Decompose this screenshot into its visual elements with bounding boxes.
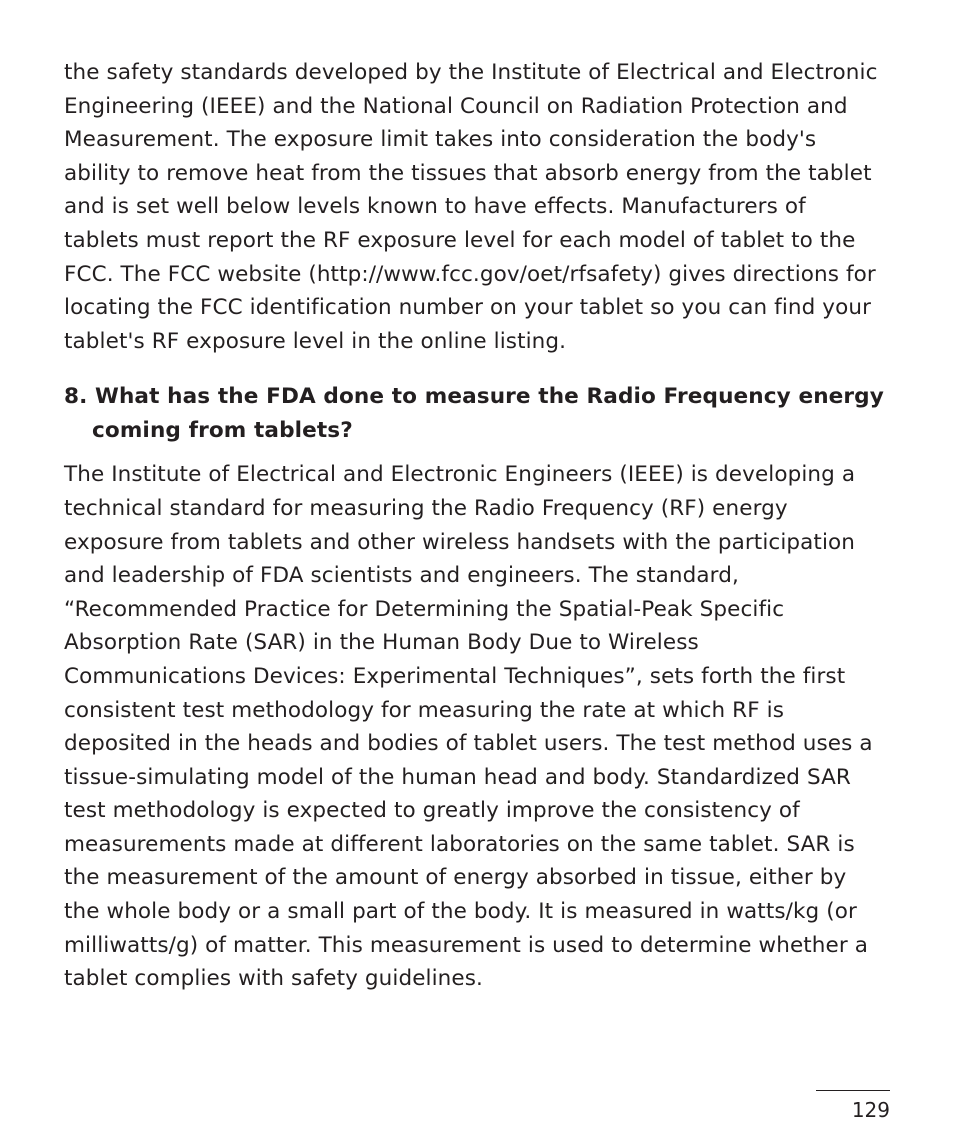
spacer	[64, 447, 886, 458]
paragraph-continued: the safety standards developed by the Institute of Electrical and Electronic Engineering (IEEE) and the National Council on Radiation Protection and Measurement. The exposure limit takes into consideration the body's ability to remove heat from the tissues that absorb energy from the tablet and is set well below levels known to have effects. Manufacturers of tablets must report the RF exposure level for each model of tablet to the FCC. The FCC website (http://www.fcc.gov/oet/rfsafety) gives directions for locating the FCC identification number on your tablet so you can find your tablet's RF exposure level in the online listing.	[64, 60, 878, 354]
section-heading: 8. What has the FDA done to measure the Radio Frequency energy coming from tablets?	[64, 384, 884, 443]
spacer	[64, 358, 886, 380]
page-footer	[816, 1090, 890, 1123]
page-content	[64, 56, 886, 996]
page-number: 129	[851, 1098, 890, 1122]
footer-divider	[816, 1090, 890, 1091]
paragraph-answer: The Institute of Electrical and Electronic Engineers (IEEE) is developing a technical standard for measuring the Radio Frequency (RF) energy exposure from tablets and other wireless handsets with the participation and leadership of FDA scientists and engineers. The standard, “Recommended Practice for Determining the Spatial-Peak Specific Absorption Rate (SAR) in the Human Body Due to Wireless Communications Devices: Experimental Techniques”, sets forth the first consistent test methodology for measuring the rate at which RF is deposited in the heads and bodies of tablet users. The test method uses a tissue-simulating model of the human head and body. Standardized SAR test methodology is expected to greatly improve the consistency of measurements made at different laboratories on the same tablet. SAR is the measurement of the amount of energy absorbed in tissue, either by the whole body or a small part of the body. It is measured in watts/kg (or milliwatts/g) of matter. This measurement is used to determine whether a tablet complies with safety guidelines.	[64, 462, 873, 992]
